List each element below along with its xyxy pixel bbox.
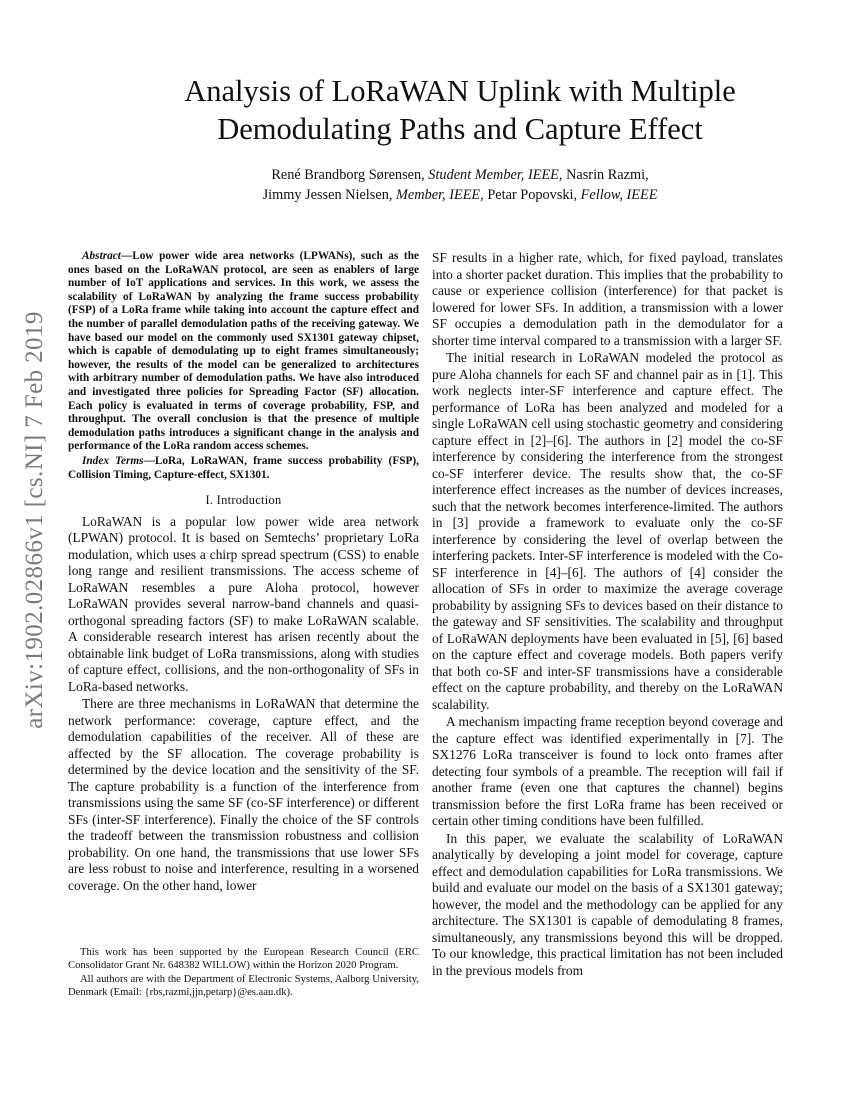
index-terms-label: Index Terms [82,454,144,467]
arxiv-id-text: arXiv:1902.02866v1 [cs.NI] 7 Feb 2019 [21,311,48,729]
paragraph: LoRaWAN is a popular low power wide area network (LPWAN) protocol. It is based on Semtechs’ proprietary LoRa modulation, which uses a chirp spread spectrum (CSS) to enable long range and resilient transmissions. The access scheme of LoRaWAN resembles a pure Aloha protocol, however LoRaWAN provides several narrow-band channels and quasi-orthogonal spreading factors (SF) to make LoRaWAN scalable. A considerable research interest has arisen recently about the obtainable link budget of LoRa transmissions, along with studies of capture effect, collisions, and the non-orthogonality of SFs in LoRa-based networks. [68,513,419,694]
author-name: Nasrin Razmi, [566,167,649,183]
right-column [432,250,783,979]
paper-title [70,72,850,148]
abstract-label: Abstract [82,250,121,262]
author-role: Fellow, IEEE [580,187,658,203]
arxiv-identifier-stamp [18,280,52,760]
paragraph: The initial research in LoRaWAN modeled the protocol as pure Aloha channels for each SF and channel pair as in [1]. This work neglects inter-SF interference and capture effect. The performance of LoRa has been analyzed and modeled for a single LoRaWAN cell using stochastic geometry and considering capture effect in [2]–[6]. The authors in [2] model the co-SF interference by considering the interference from the strongest co-SF interferer device. The results show that, the co-SF interference effect increases as the number of devices increases, such that the network becomes interference-limited. The authors in [3] provide a framework to evaluate only the co-SF interference by considering the level of overlap between the interfering packets. Inter-SF interference is modeled with the Co-SF interference in [4]–[6]. The authors of [4] consider the allocation of SFs in order to maximize the average coverage probability by assigning SFs to devices based on their distance to the gateway and SF sensitivities. The scalability and throughput of LoRaWAN deployments have been evaluated in [5], [6] based on the capture effect and coverage models. Both papers verify that both co-SF and inter-SF transmissions have a considerable effect on the capture probability, and thereby on the LoRaWAN scalability. [432,350,783,712]
index-terms-text: —LoRa, LoRaWAN, frame success probability (FSP), Collision Timing, Capture-effect, SX1301. [68,454,419,481]
paragraph: A mechanism impacting frame reception beyond coverage and the capture effect was identified experimentally in [7]. The SX1276 LoRa transceiver is found to lock onto frames after detecting four symbols of a preamble. The reception will fail if another frame (even one that captures the channel) begins transmission before the first LoRa frame has been received or certain other timing conditions have been fulfilled. [432,714,783,828]
author-name: René Brandborg Sørensen, [271,167,425,183]
author-role: Student Member, IEEE, [428,167,563,183]
affiliation-footnote: All authors are with the Department of Electronic Systems, Aalborg University, Denmark (Email: {rbs,razmi,jjn,petarp}@es.aau.dk). [68,974,419,998]
author-name: Petar Popovski, [487,187,578,203]
paragraph: There are three mechanisms in LoRaWAN that determine the network performance: coverage, capture effect, and the demodulation capabilities of the receiver. All of these are affected by the SF allocation. The coverage probability is determined by the device location and the sensitivity of the SF. The capture probability is a function of the interference from transmissions using the same SF (co-SF interference) or different SFs (inter-SF interference). Finally the choice of the SF controls the tradeoff between the transmission robustness and collision probability. On one hand, the transmissions that use lower SFs are less robust to noise and interference, resulting in a worsened coverage. On the other hand, lower [68,696,419,893]
left-column [68,250,419,894]
author-line-1 [70,165,850,185]
title-line-2: Demodulating Paths and Capture Effect [217,112,703,146]
title-line-1: Analysis of LoRaWAN Uplink with Multiple [184,74,736,108]
author-role: Member, IEEE, [396,187,484,203]
abstract [68,250,419,454]
author-line-2 [70,185,850,205]
author-name: Jimmy Jessen Nielsen, [262,187,393,203]
author-block [70,165,850,205]
index-terms [68,455,419,482]
footnotes [68,946,419,999]
paragraph: In this paper, we evaluate the scalability of LoRaWAN analytically by developing a joint model for coverage, capture effect and demodulation capabilities for LoRa transmissions. We build and evaluate our model on the basis of a SX1301 gateway; however, the model and the methodology can be applied for any architecture. The SX1301 is capable of demodulating 8 frames, simultaneously, any transmissions beyond this will be dropped. To our knowledge, this practical limitation has not been included in the previous models from [432,830,783,978]
abstract-text: —Low power wide area networks (LPWANs), such as the ones based on the LoRaWAN protocol, are seen as enablers of large number of IoT applications and services. In this work, we assess the scalability of LoRaWAN by analyzing the frame success probability (FSP) of a LoRa frame while taking into account the capture effect and the number of parallel demodulation paths of the receiving gateway. We have based our model on the commonly used SX1301 gateway chipset, which is capable of demodulating up to eight frames simultaneously; however, the results of the model can be generalized to architectures with arbitrary number of demodulation paths. We have also introduced and investigated three policies for Spreading Factor (SF) allocation. Each policy is evaluated in terms of coverage probability, FSP, and throughput. The overall conclusion is that the presence of multiple demodulation paths introduces a significant change in the analysis and performance of the LoRa random access schemes. [68,250,419,453]
paragraph: SF results in a higher rate, which, for fixed payload, translates into a shorter packet duration. This implies that the probability to cause or experience collision (interference) for that packet is lowered for lower SFs. In addition, a transmission with a lower SF occupies a demodulation path in the demodulator for a shorter time interval compared to a transmission with a larger SF. [432,250,783,348]
funding-footnote: This work has been supported by the European Research Council (ERC Consolidator Grant Nr. 648382 WILLOW) within the Horizon 2020 Program. [68,947,419,971]
section-heading: I. Introduction [205,493,282,508]
